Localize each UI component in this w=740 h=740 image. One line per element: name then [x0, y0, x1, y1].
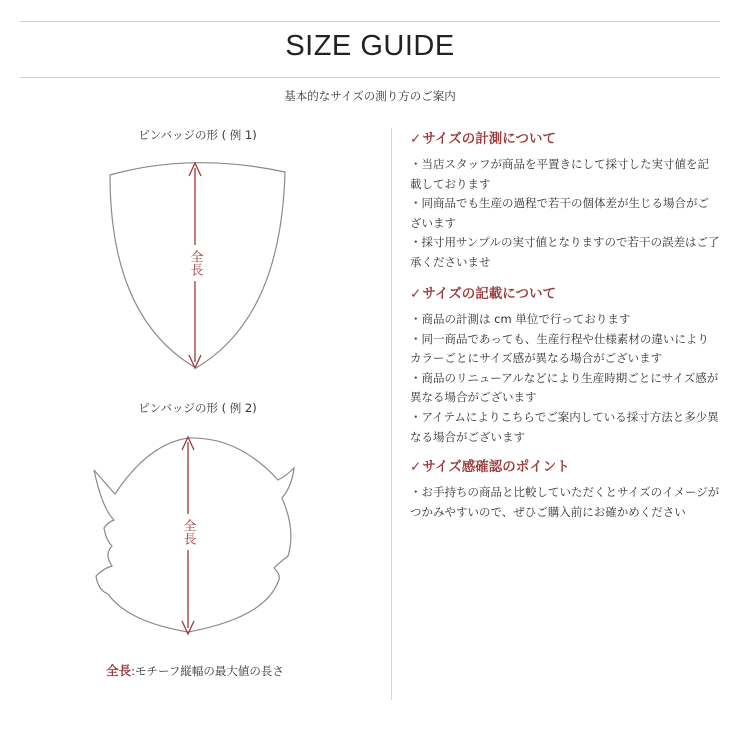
section-heading: ✓サイズ感確認のポイント [410, 459, 570, 475]
section-heading: ✓サイズの記載について [410, 286, 556, 302]
figure-2-round-diagram [88, 422, 308, 652]
measurement-legend [50, 661, 340, 679]
column-divider [391, 128, 392, 700]
list-item: ・当店スタッフが商品を平置きにして採寸した実寸値を記載しております [410, 157, 709, 191]
figure-2-caption: ピンバッジの形 ( 例 2) [138, 401, 257, 415]
top-rule [20, 21, 720, 22]
check-icon: ✓ [410, 131, 422, 147]
page-subtitle: 基本的なサイズの測り方のご案内 [284, 89, 456, 103]
section-notation [410, 282, 720, 447]
list-item: ・アイテムによりこちらでご案内している採寸方法と多少異なる場合がございます [410, 409, 719, 444]
section-measurement [410, 127, 720, 273]
list-item: ・同一商品であっても、生産行程や仕様素材の違いによりカラーごとにサイズ感が異なる場合がございます [410, 331, 709, 366]
list-item: ・商品の計測は cm 単位で行っております [410, 312, 631, 326]
list-item: ・同商品でも生産の過程で若干の個体差が生じる場合がございます [410, 196, 709, 230]
list-item: ・お手持ちの商品と比較していただくとサイズのイメージがつかみやすいので、ぜひご購入前にお確かめください [410, 485, 720, 519]
legend-description: モチーフ縦幅の最大値の長さ [134, 664, 284, 678]
check-icon: ✓ [410, 459, 422, 475]
legend-separator: : [131, 664, 135, 678]
figure-1-caption: ピンバッジの形 ( 例 1) [138, 128, 257, 142]
page-title: SIZE GUIDE [285, 30, 455, 62]
check-icon: ✓ [410, 286, 422, 302]
figure-2-measure-label: 全長 [180, 519, 196, 545]
figure-1-measure-label: 全長 [187, 250, 203, 276]
figure-1-shield-diagram [100, 150, 300, 380]
legend-term: 全長 [106, 663, 132, 678]
list-item: ・商品のリニューアルなどにより生産時期ごとにサイズ感が異なる場合がございます [410, 370, 719, 405]
section-heading: ✓サイズの計測について [410, 131, 556, 147]
section-fit-check [410, 455, 720, 522]
title-underline [20, 77, 720, 78]
list-item: ・採寸用サンプルの実寸値となりますので若干の誤差はご了承くださいませ [410, 235, 720, 269]
